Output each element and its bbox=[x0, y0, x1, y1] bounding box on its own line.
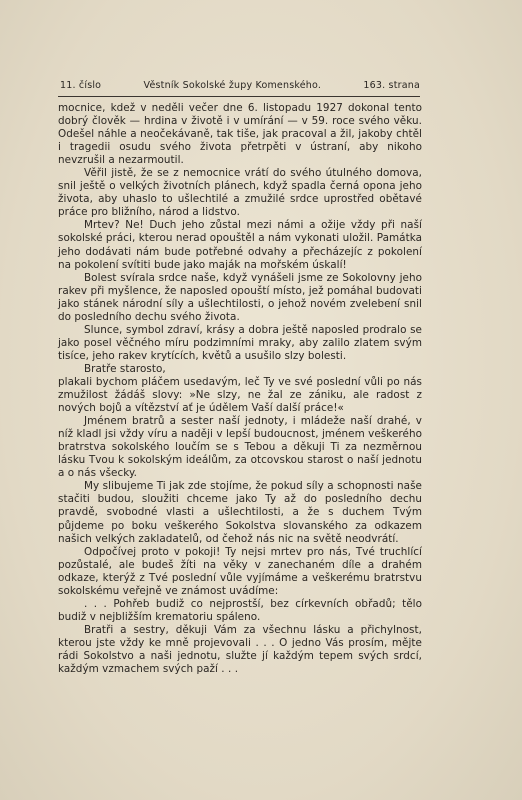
running-header bbox=[60, 80, 420, 91]
paragraph: Věřil jistě, že se z nemocnice vrátí do svého útulného domova, snil ještě o velkých životních plánech, když spadla černá opona jeho života, aby uhaslo to ušlechtilé a zmužilé srdce uprostřed obětavé práce pro bližního, národ a lidstvo. bbox=[58, 167, 422, 219]
paragraph: mocnice, kdež v neděli večer dne 6. listopadu 1927 dokonal tento dobrý člověk — hrdina v životě i v umírání — v 59. roce svého věku. Odešel náhle a neočekávaně, tak tiše, jak pracoval a žil, jakoby chtěl i tragedii osudu svého života přetrpěti v ústraní, aby nikoho nevzrušil a nezarmoutil. bbox=[58, 102, 422, 167]
paragraph: My slibujeme Ti jak zde stojíme, že pokud síly a schopnosti naše stačiti budou, sloužiti chceme jako Ty až do posledního dechu pravdě, svobodné vlasti a ušlechtilosti, a že s duchem Tvým půjdeme po boku veškerého Sokolstva slovanského za odkazem našich velkých zakladatelů, od čehož nás nic na světě neodvrátí. bbox=[58, 480, 422, 545]
paragraph: Jménem bratrů a sester naší jednoty, i mládeže naší drahé, v níž kladl jsi vždy víru a naději v lepší budoucnost, jménem veškerého bratrstva sokolského loučím se s Tebou a děkuji Ti za nezměrnou lásku Tvou k sokolským ideálům, za otcovskou starost o naší jednotu a o nás všecky. bbox=[58, 415, 422, 480]
journal-title: Věstník Sokolské župy Komenského. bbox=[143, 80, 322, 91]
article-body bbox=[58, 102, 422, 676]
issue-number: 11. číslo bbox=[60, 80, 102, 91]
paragraph: Bolest svírala srdce naše, když vynášeli jsme ze Sokolovny jeho rakev při myšlence, že naposled opouští místo, jež pomáhal budovati jako stánek národní síly a ušlechtilosti, o jehož novém zvelebení snil do posledního dechu svého života. bbox=[58, 271, 422, 323]
paragraph: plakali bychom pláčem usedavým, leč Ty ve své poslední vůli po nás zmužilost žádáš slovy: »Ne slzy, ne žal ze zániku, ale radost z nových bojů a vítězství ať je údělem Vaší další práce!« bbox=[58, 375, 422, 415]
paragraph: Odpočívej proto v pokoji! Ty nejsi mrtev pro nás, Tvé truchlící pozůstalé, ale budeš žíti na věky v zanechaném díle a drahém odkaze, kterýž z Tvé poslední vůle vyjímáme a veškerému bratrstvu sokolskému veřejně ve známost uvádíme: bbox=[58, 545, 422, 597]
paragraph: Slunce, symbol zdraví, krásy a dobra ještě naposled prodralo se jako posel věčného míru podzimními mraky, aby zalilo zlatem svým tisíce, jeho rakev krytících, květů a usušilo slzy bolesti. bbox=[58, 323, 422, 362]
paragraph: Mrtev? Ne! Duch jeho zůstal mezi námi a ožije vždy při naší sokolské práci, kterou nerad opouštěl a nám vykonati uložil. Památka jeho dodávati nám bude potřebné odvahy a přecházejíc z pokolení na pokolení svítiti bude jako maják na mořském úskalí! bbox=[58, 219, 422, 271]
header-rule bbox=[58, 96, 420, 97]
page-number: 163. strana bbox=[363, 80, 420, 91]
salutation: Bratře starosto, bbox=[84, 362, 166, 375]
quoted-will: . . . Pohřeb budiž co nejprostší, bez církevních obřadů; tělo budiž v nejbližším krematoriu spáleno. bbox=[58, 597, 422, 623]
paragraph: Bratři a sestry, děkuji Vám za všechnu lásku a přichylnost, kterou jste vždy ke mně projevovali . . . O jedno Vás prosím, mějte rádi Sokolstvo a naši jednotu, služte jí každým tepem svých srdcí, každým vzmachem svých paží . . . bbox=[58, 623, 422, 676]
